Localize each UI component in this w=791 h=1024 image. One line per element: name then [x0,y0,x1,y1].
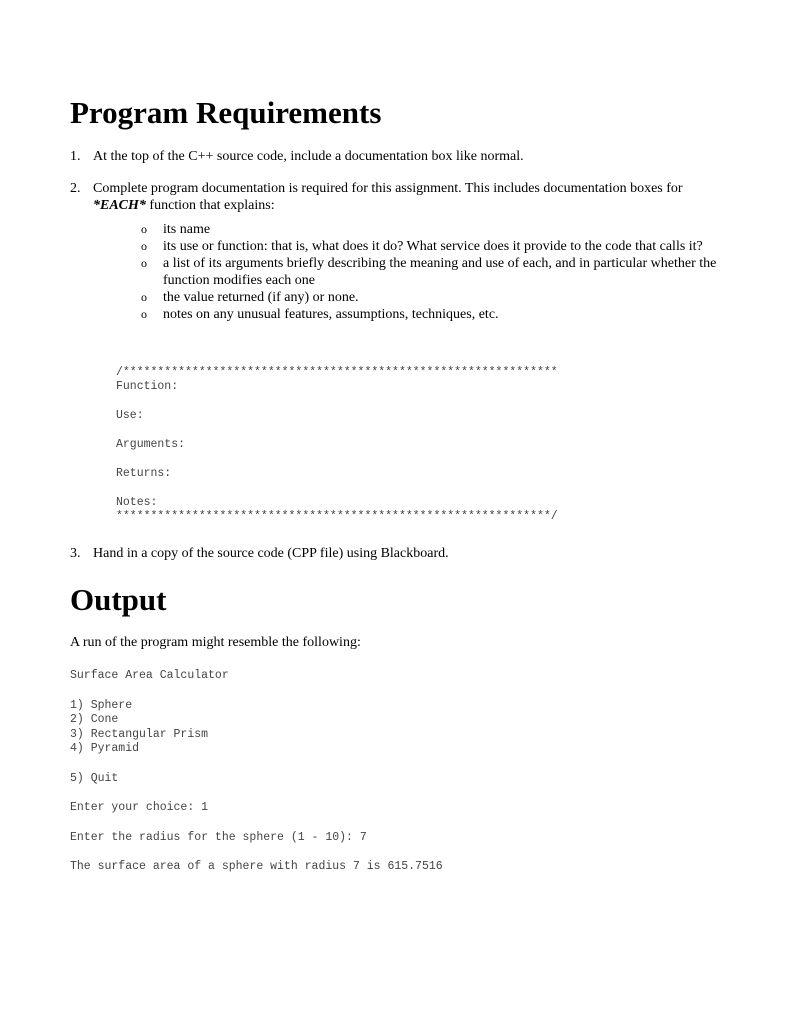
console-result: The surface area of a sphere with radius 7 is 615.7516 [70,860,443,873]
requirement-number: 2. [70,181,81,196]
requirement-text: Hand in a copy of the source code (CPP file) using Blackboard. [93,546,449,561]
bullet-circle-icon: o [141,256,147,270]
docbox-notes-line: Notes: [116,496,158,509]
requirement-item-1 [70,148,720,165]
requirement-text [93,181,683,213]
docbox-arguments-line: Arguments: [116,438,186,451]
docbox-use-line: Use: [116,409,144,422]
bullet-circle-icon: o [141,222,147,236]
requirement-text: At the top of the C++ source code, include a documentation box like normal. [93,149,524,164]
bullet-item [93,221,720,238]
bullet-circle-icon: o [141,290,147,304]
requirements-heading: Program Requirements [70,95,382,130]
console-menu-item: 1) Sphere [70,698,133,712]
each-emphasis: *EACH* [93,198,146,213]
console-choice-prompt: Enter your choice: 1 [70,801,209,814]
console-menu-item: 2) Cone [70,713,119,726]
bullet-item [93,255,720,289]
bullet-circle-icon: o [141,239,147,253]
docbox-function-line: Function: [116,380,179,393]
output-intro: A run of the program might resemble the following: [70,635,361,650]
requirement-number: 1. [70,149,81,164]
requirement-item-3 [70,545,449,562]
requirement-item-2 [70,180,720,323]
docbox-returns-line: Returns: [116,467,172,480]
bullet-item [93,238,720,255]
docbox-top-border: /*************************************************************** [116,366,558,379]
bullet-text: its use or function: that is, what does it do? What service does it provide to the code that calls it? [163,239,703,254]
requirements-list [70,148,720,323]
requirement-text-before: Complete program documentation is required for this assignment. This includes documentation boxes for [93,181,683,196]
function-doc-bullets [93,221,720,323]
bullet-circle-icon: o [141,307,147,321]
bullet-text: the value returned (if any) or none. [163,290,359,305]
console-menu-item: 3) Rectangular Prism [70,727,209,741]
bullet-item [93,306,720,323]
bullet-text: a list of its arguments briefly describing the meaning and use of each, and in particular whether the function modifies each one [163,256,717,288]
requirement-text-after: function that explains: [145,198,275,213]
docbox-bottom-border: ***************************************************************/ [116,510,558,523]
bullet-item [93,289,720,306]
documentation-box-example [116,366,558,524]
output-heading: Output [70,582,167,617]
bullet-text: notes on any unusual features, assumptions, techniques, etc. [163,307,499,322]
requirement-number: 3. [70,546,81,561]
console-radius-prompt: Enter the radius for the sphere (1 - 10): 7 [70,830,367,844]
sample-console-output [70,669,443,875]
bullet-text: its name [163,222,211,237]
console-quit-option: 5) Quit [70,771,119,785]
console-title: Surface Area Calculator [70,669,229,682]
console-menu-item: 4) Pyramid [70,742,140,755]
